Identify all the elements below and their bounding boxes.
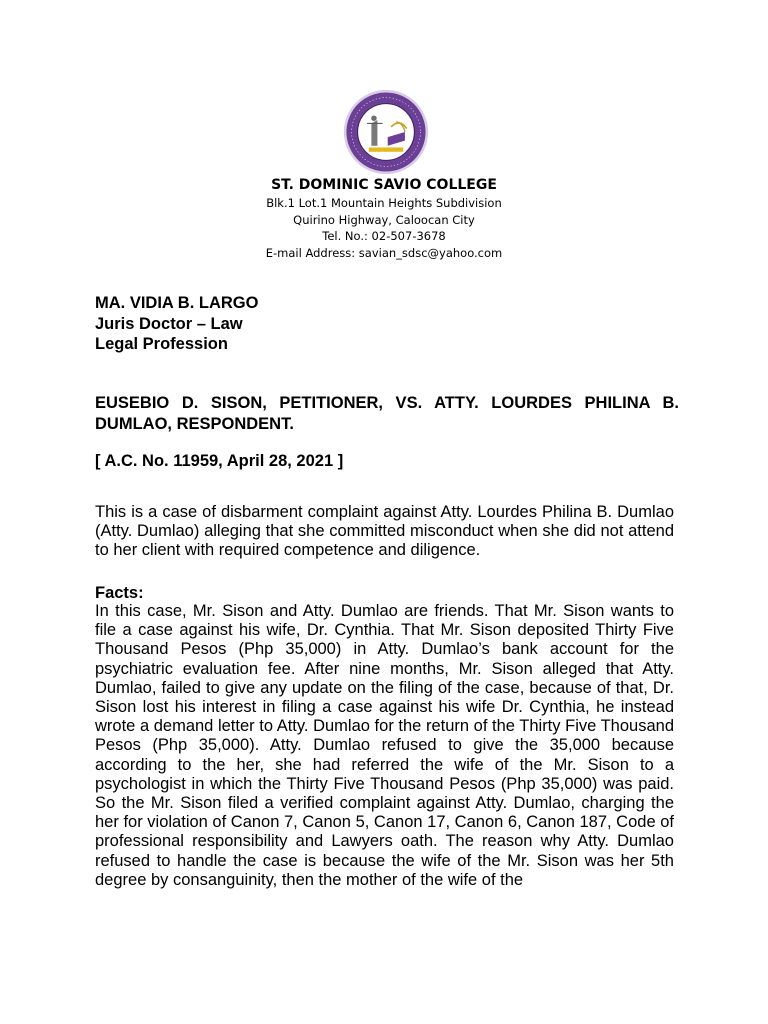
address-line-2: Quirino Highway, Caloocan City: [293, 212, 475, 227]
telephone-number: Tel. No.: 02-507-3678: [322, 229, 446, 243]
email-address: E-mail Address: savian_sdsc@yahoo.com: [265, 245, 503, 260]
college-name: ST. DOMINIC SAVIO COLLEGE: [271, 177, 497, 193]
case-title: EUSEBIO D. SISON, PETITIONER, VS. ATTY. LOURDES PHILINA B. DUMLAO, RESPONDENT.: [95, 394, 679, 433]
author-program: Juris Doctor – Law: [95, 314, 243, 333]
intro-paragraph: This is a case of disbarment complaint against Atty. Lourdes Philina B. Dumlao (Atty. Dumlao) alleging that she committed misconduct when she did not attend to her client with required competence and diligence.: [95, 503, 674, 560]
address-line-1: Blk.1 Lot.1 Mountain Heights Subdivision: [266, 196, 502, 210]
college-seal-icon: [343, 89, 429, 175]
facts-heading: Facts:: [95, 584, 144, 602]
author-block: [95, 293, 685, 355]
facts-paragraph: In this case, Mr. Sison and Atty. Dumlao are friends. That Mr. Sison wants to file a case against his wife, Dr. Cynthia. That Mr. Sison deposited Thirty Five Thousand Pesos (Php 35,000) in Atty. Dumlao’s bank account for the psychiatric evaluation fee. After nine months, Mr. Sison alleged that Atty. Dumlao, failed to give any update on the filing of the case, because of that, Dr. Sison lost his interest in filing a case against his wife Dr. Cynthia, he instead wrote a demand letter to Atty. Dumlao for the return of the Thirty Five Thousand Pesos (Php 35,000). Atty. Dumlao refused to give the 35,000 because according to the her, she had referred the wife of the Mr. Sison to a psychologist in which the Thirty Five Thousand Pesos (Php 35,000) was paid. So the Mr. Sison filed a verified complaint against Atty. Dumlao, charging the her for violation of Canon 7, Canon 5, Canon 17, Canon 6, Canon 187, Code of professional responsibility and Lawyers oath. The reason why Atty. Dumlao refused to handle the case is because the wife of the Mr. Sison was her 5th degree by consanguinity, then the mother of the wife of the: [95, 602, 674, 889]
letterhead: [0, 175, 768, 261]
author-subject: Legal Profession: [95, 335, 228, 353]
case-reference: [ A.C. No. 11959, April 28, 2021 ]: [95, 452, 344, 470]
author-name: MA. VIDIA B. LARGO: [95, 294, 259, 312]
